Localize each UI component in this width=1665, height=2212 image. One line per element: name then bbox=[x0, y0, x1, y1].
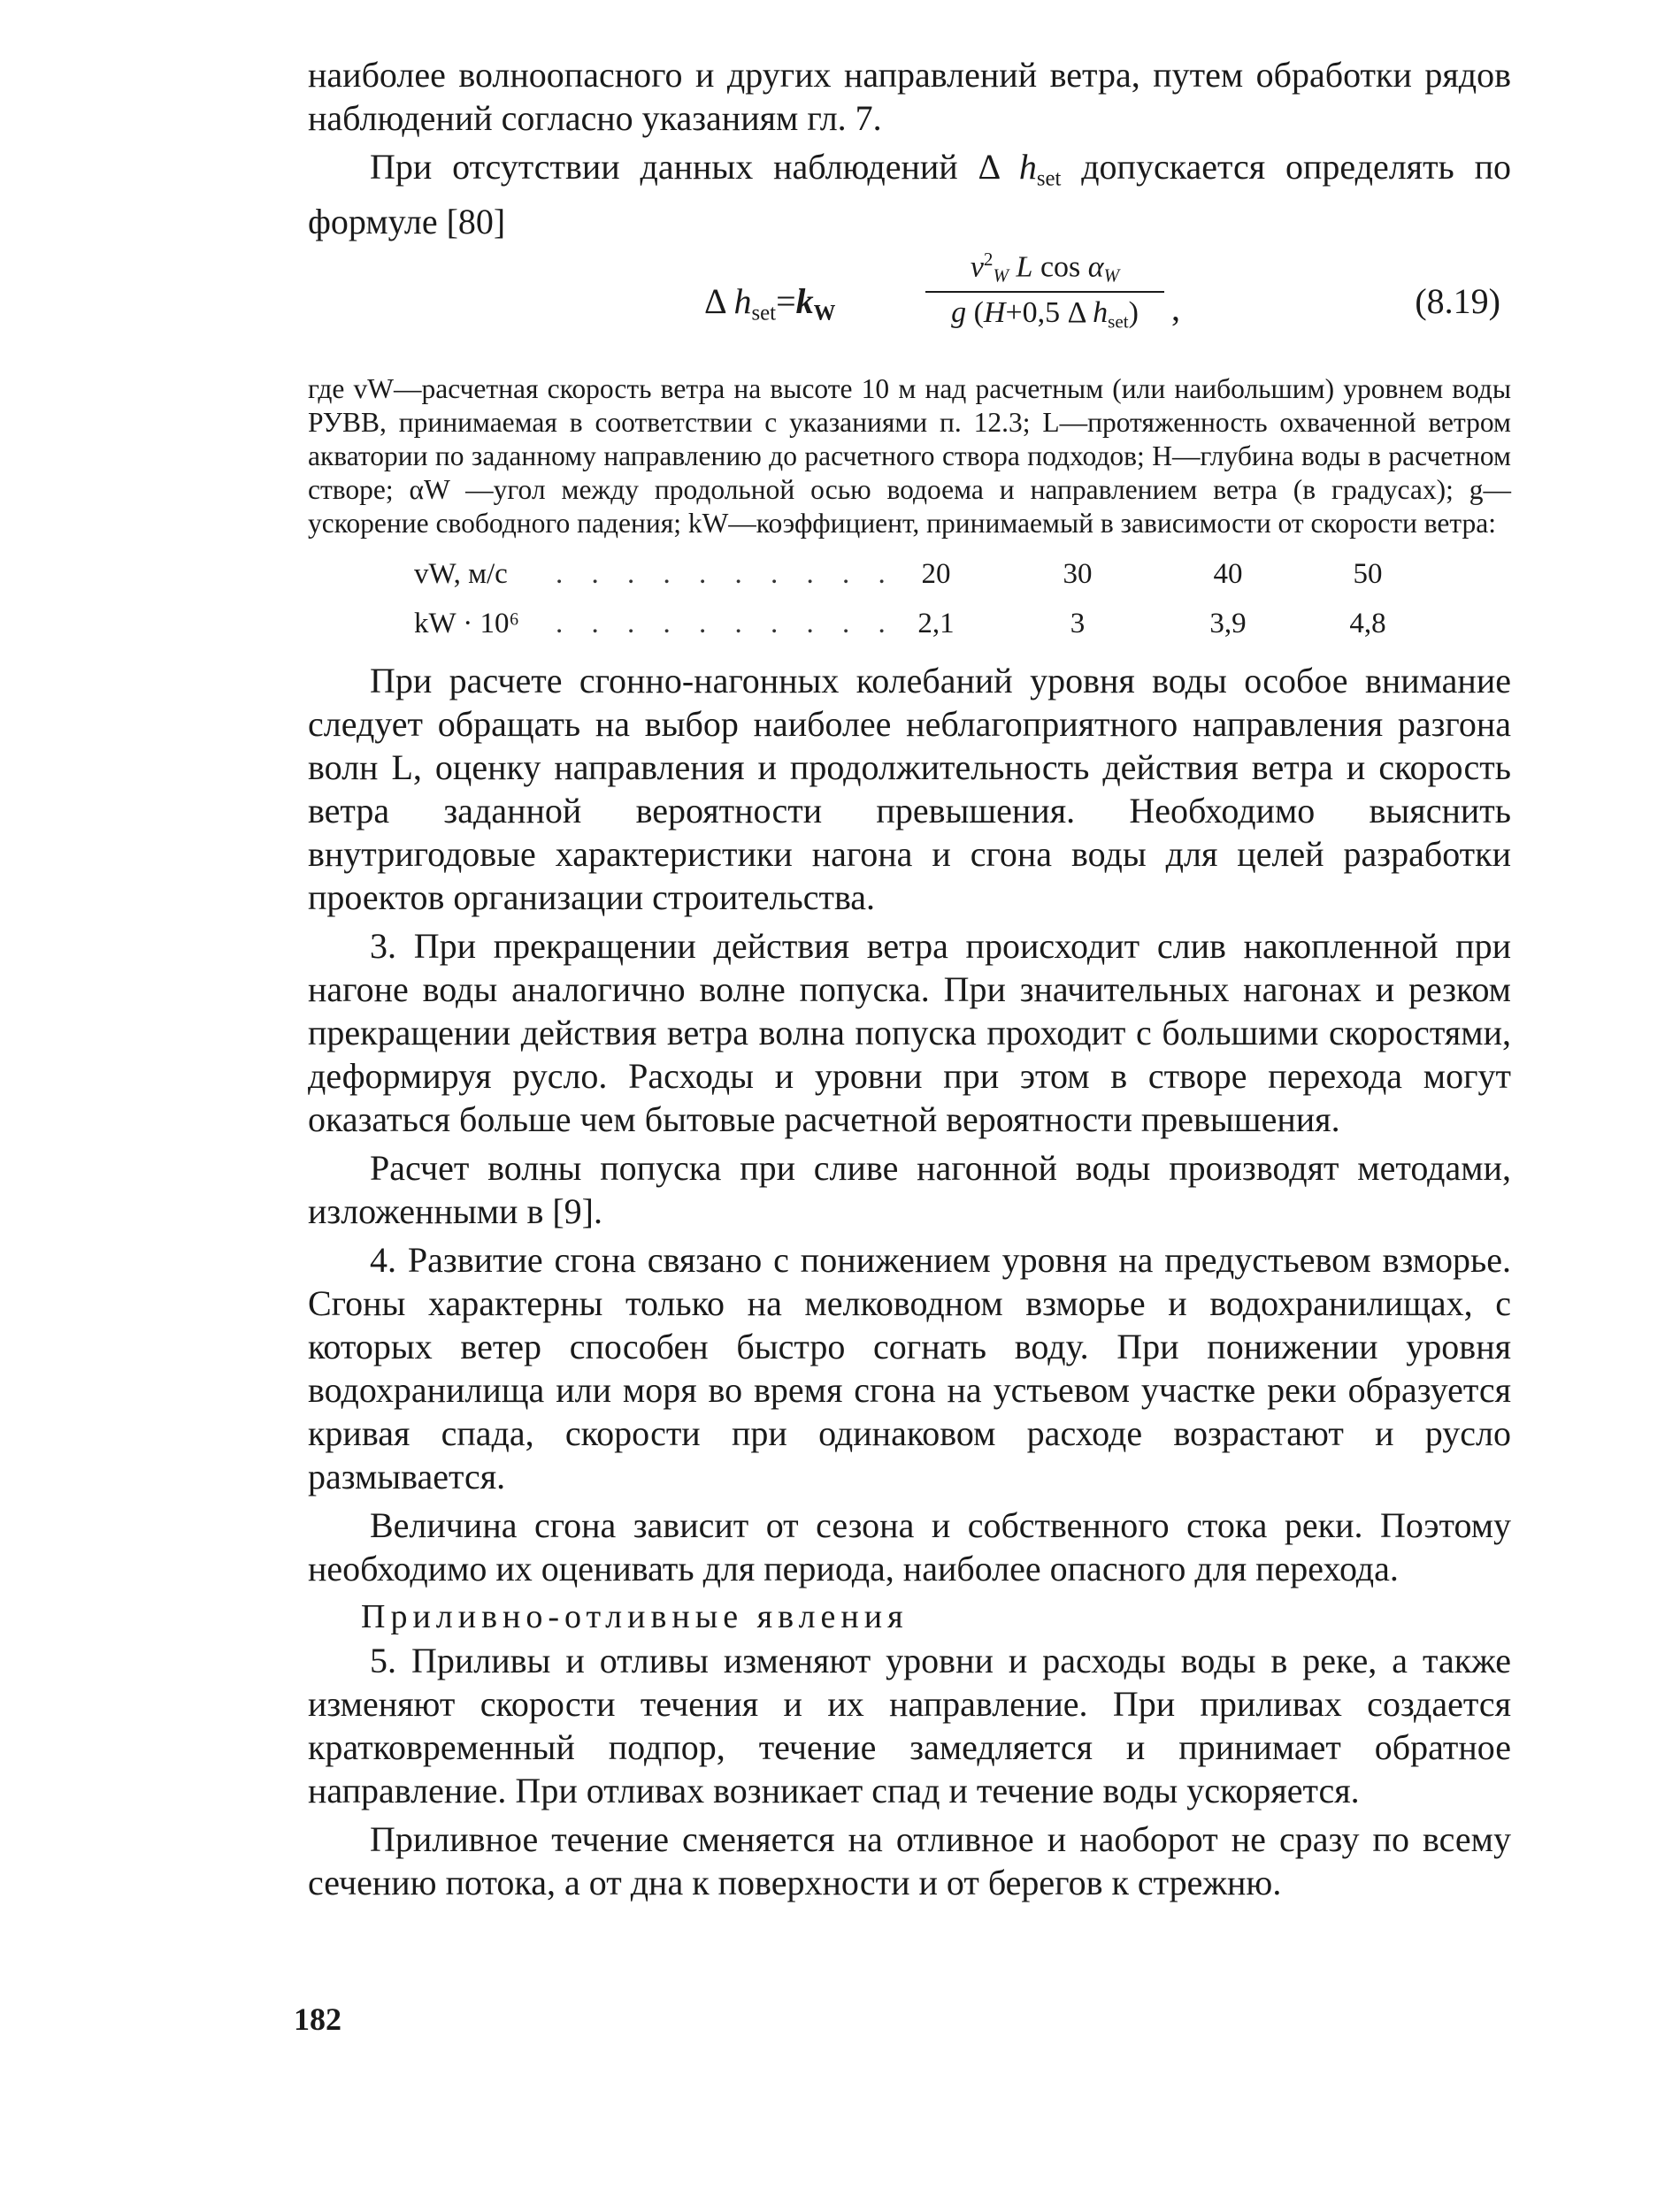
paragraph: Расчет волны попуска при сливе нагонной воды производят методами, изложенными в [9]. bbox=[308, 1148, 1511, 1232]
paragraph-continuation: наиболее волноопасного и других направлений ветра, путем обработки рядов наблюдений согласно указаниям гл. 7. bbox=[308, 55, 1511, 138]
definitions-paragraph: где vW—расчетная скорость ветра на высоте 10 м над расчетным (или наибольшим) уровнем воды РУВВ, принимаемая в соответствии с указаниями п. 12.3; L—протяженность охваченной ветром акватории по заданному направлению до расчетного створа подходов; H—глубина воды в расчетном створе; αW —угол между продольной осью водоема и направлением ветра (в градусах); g—ускорение свободного падения; kW—коэффициент, принимаемый в зависимости от скорости ветра: bbox=[308, 373, 1511, 540]
table-row bbox=[308, 553, 1511, 602]
speed-value: 30 bbox=[1063, 558, 1093, 591]
page-body bbox=[308, 53, 1511, 1910]
speed-value: 20 bbox=[921, 558, 951, 591]
paragraph: Приливное течение сменяется на отливное и наоборот не сразу по всему сечению потока, а от дна к поверхности и от берегов к стрежню. bbox=[308, 1819, 1511, 1903]
section-heading: Приливно-отливные явления bbox=[361, 1598, 909, 1636]
coefficient-table bbox=[308, 553, 1511, 652]
formula-denominator: g (H+0,5 Δ $h_{set}$) bbox=[951, 296, 1139, 333]
paragraph: 4. Развитие сгона связано с понижением уровня на предустьевом взморье. Сгоны характерны только на мелководном взморье и водохранилищах, с которых ветер способен быстро согнать воду. При понижении уровня водохранилища или моря во время сгона на устьевом участке реки образуется кривая спада, скорости при одинаковом расходе возрастают и русло размывается. bbox=[308, 1240, 1511, 1497]
row-label-coefficient: kW · 10⁶ bbox=[414, 608, 520, 640]
paragraph: Величина сгона зависит от сезона и собственного стока реки. Поэтому необходимо их оценивать для периода, наиболее опасного для перехода. bbox=[308, 1505, 1511, 1589]
formula-numerator: $v^2_W$ L $\cos \alpha_W$ bbox=[925, 249, 1164, 293]
coefficient-value: 3 bbox=[1070, 608, 1086, 640]
intro-text-a: При отсутствии данных наблюдений bbox=[370, 147, 978, 187]
page-number: 182 bbox=[294, 2002, 341, 2037]
row-label-speed: vW, м/с bbox=[414, 558, 508, 591]
formula-lhs: Δ $h_{set}=k_W$ bbox=[704, 281, 836, 325]
speed-value: 40 bbox=[1213, 558, 1243, 591]
formula-8-19: Δ $h_{set}=k_W$ $v^2_W$ L $\cos \alpha_W$ g (H+0,5 Δ $h_{set}$) , (8.19) bbox=[704, 249, 1500, 333]
table-row bbox=[308, 602, 1511, 652]
intro-text-b: допускается определять по формуле [80] bbox=[308, 147, 1512, 242]
coefficient-value: 2,1 bbox=[917, 608, 955, 640]
leader-dots: . . . . . . . . . . bbox=[556, 558, 896, 591]
leader-dots: . . . . . . . . . . bbox=[556, 608, 896, 640]
formula-fraction bbox=[925, 249, 1164, 333]
coefficient-value: 4,8 bbox=[1349, 608, 1386, 640]
paragraph: 3. При прекращении действия ветра происходит слив накопленной при нагоне воды аналогично волне попуска. При значительных нагонах и резком прекращении действия ветра волна попуска проходит с большими скоростями, деформируя русло. Расходы и уровни при этом в створе перехода могут оказаться больше чем бытовые расчетной вероятности превышения. bbox=[308, 926, 1511, 1140]
coefficient-value: 3,9 bbox=[1209, 608, 1247, 640]
formula-number: (8.19) bbox=[1415, 281, 1500, 322]
paragraph: При расчете сгонно-нагонных колебаний уровня воды особое внимание следует обращать на выбор наиболее неблагоприятного направления разгона волн L, оценку направления и продолжительность действия ветра и скорость ветра заданной вероятности превышения. Необходимо выяснить внутригодовые характеристики нагона и сгона воды для целей разработки проектов организации строительства. bbox=[308, 661, 1511, 918]
paragraph: 5. Приливы и отливы изменяют уровни и расходы воды в реке, а также изменяют скорости течения и их направление. При приливах создается кратковременный подпор, течение замедляется и принимает обратное направление. При отливах возникает спад и течение воды ускоряется. bbox=[308, 1641, 1511, 1811]
paragraph-formula-intro bbox=[308, 145, 1511, 243]
speed-value: 50 bbox=[1353, 558, 1383, 591]
inline-delta-h: Δ $h_{set}$ bbox=[978, 147, 1062, 191]
